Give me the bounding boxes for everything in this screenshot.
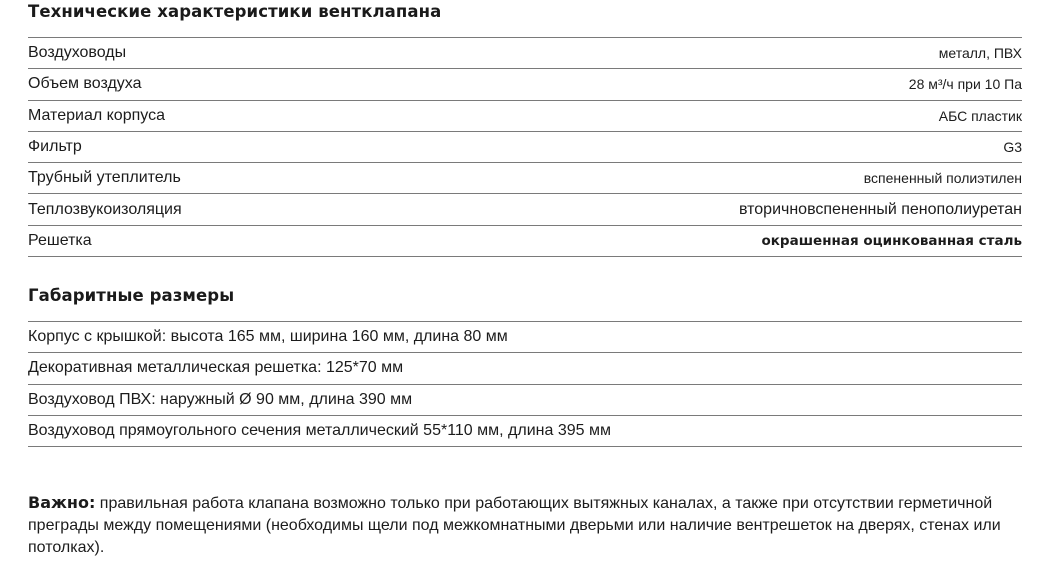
table-row (28, 38, 1022, 69)
spec-value: окрашенная оцинкованная сталь (761, 232, 1022, 249)
spec-label: Трубный утеплитель (28, 169, 181, 187)
spec-label: Решетка (28, 231, 92, 249)
spec-value: металл, ПВХ (938, 45, 1022, 62)
spec-label: Объем воздуха (28, 75, 142, 93)
table-row: Воздуховод прямоугольного сечения металлический 55*110 мм, длина 395 мм (28, 416, 1022, 447)
spec-value: АБС пластик (938, 107, 1022, 124)
table-row (28, 163, 1022, 194)
table-row: Корпус с крышкой: высота 165 мм, ширина 160 мм, длина 80 мм (28, 322, 1022, 353)
table-row (28, 101, 1022, 132)
important-note (28, 492, 1008, 559)
specs-table (28, 37, 1022, 257)
spec-label: Фильтр (28, 138, 82, 156)
note-label: Важно: (28, 493, 96, 512)
spec-value: G3 (1003, 139, 1022, 156)
dimensions-title: Габаритные размеры (28, 286, 235, 305)
table-row: Воздуховод ПВХ: наружный Ø 90 мм, длина 390 мм (28, 385, 1022, 416)
note-text: правильная работа клапана возможно только при работающих вытяжных каналах, а также при отсутствии герметичной преграды между помещениями (необходимы щели под межкомнатными дверьми или наличие вентрешеток на дверях, стенах или потолках). (28, 495, 1001, 556)
spec-label: Материал корпуса (28, 106, 165, 124)
spec-value: вторичновспененный пенополиуретан (738, 200, 1022, 218)
table-row (28, 226, 1022, 257)
specs-title: Технические характеристики вентклапана (28, 2, 442, 21)
table-row (28, 132, 1022, 163)
table-row: Декоративная металлическая решетка: 125*70 мм (28, 353, 1022, 384)
spec-label: Воздуховоды (28, 44, 127, 62)
dimensions-table (28, 321, 1022, 447)
table-row (28, 194, 1022, 225)
spec-value: 28 м³/ч при 10 Па (908, 76, 1022, 93)
table-row (28, 69, 1022, 100)
spec-value: вспененный полиэтилен (863, 170, 1022, 187)
spec-label: Теплозвукоизоляция (28, 200, 182, 218)
